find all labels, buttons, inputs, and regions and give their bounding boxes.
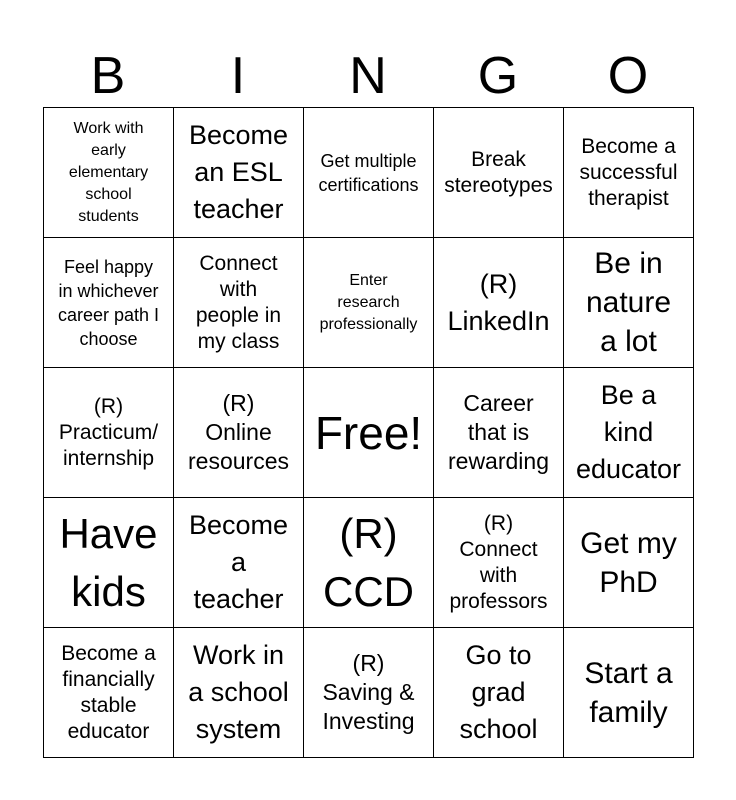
bingo-cell-b3[interactable] bbox=[44, 368, 174, 498]
header-letter-o: O bbox=[607, 47, 649, 105]
bingo-cell-n4[interactable] bbox=[304, 498, 434, 628]
cell-label: Become a financially stable educator bbox=[61, 641, 156, 743]
free-space: Free! bbox=[314, 406, 423, 459]
cell-label: Work with early elementary school students bbox=[68, 119, 149, 225]
bingo-cell-g3[interactable] bbox=[434, 368, 564, 498]
bingo-cell-i2[interactable] bbox=[174, 238, 304, 368]
bingo-header bbox=[43, 46, 693, 106]
bingo-cell-n1[interactable] bbox=[304, 108, 434, 238]
cell-label: Feel happy in whichever career path I choose bbox=[57, 256, 160, 349]
header-letter-i: I bbox=[230, 47, 246, 105]
bingo-cell-n3[interactable] bbox=[304, 368, 434, 498]
cell-label: Become a teacher bbox=[188, 510, 289, 614]
cell-label: Get multiple certifications bbox=[318, 150, 419, 195]
bingo-cell-o4[interactable] bbox=[564, 498, 694, 628]
bingo-cell-g4[interactable] bbox=[434, 498, 564, 628]
cell-label: Work in a school system bbox=[188, 640, 289, 744]
bingo-cell-o3[interactable] bbox=[564, 368, 694, 498]
cell-label: (R) Connect with professors bbox=[449, 511, 548, 613]
bingo-cell-i3[interactable] bbox=[174, 368, 304, 498]
cell-label: Become an ESL teacher bbox=[188, 120, 289, 224]
bingo-cell-i1[interactable] bbox=[174, 108, 304, 238]
cell-label: Be in nature a lot bbox=[585, 247, 672, 358]
cell-label: Get my PhD bbox=[580, 526, 677, 599]
bingo-cell-o2[interactable] bbox=[564, 238, 694, 368]
bingo-cell-b1[interactable] bbox=[44, 108, 174, 238]
bingo-cell-i5[interactable] bbox=[174, 628, 304, 758]
bingo-cell-i4[interactable] bbox=[174, 498, 304, 628]
cell-label: Start a family bbox=[584, 656, 673, 729]
cell-label: Have kids bbox=[59, 509, 158, 615]
bingo-cell-g5[interactable] bbox=[434, 628, 564, 758]
bingo-cell-g2[interactable] bbox=[434, 238, 564, 368]
bingo-cell-n2[interactable] bbox=[304, 238, 434, 368]
bingo-board bbox=[43, 107, 694, 758]
bingo-cell-b2[interactable] bbox=[44, 238, 174, 368]
cell-label: Connect with people in my class bbox=[195, 251, 282, 353]
cell-label: (R) Saving & Investing bbox=[322, 650, 415, 734]
cell-label: (R) Practicum/ internship bbox=[58, 394, 159, 470]
bingo-cell-b4[interactable] bbox=[44, 498, 174, 628]
bingo-cell-b5[interactable] bbox=[44, 628, 174, 758]
bingo-cell-o1[interactable] bbox=[564, 108, 694, 238]
cell-label: Become a successful therapist bbox=[579, 134, 678, 210]
cell-label: Be a kind educator bbox=[575, 380, 682, 484]
cell-label: (R) LinkedIn bbox=[447, 268, 550, 336]
bingo-cell-o5[interactable] bbox=[564, 628, 694, 758]
header-letter-n: N bbox=[349, 47, 387, 105]
header-letter-g: G bbox=[477, 47, 519, 105]
cell-label: (R) CCD bbox=[323, 509, 414, 615]
bingo-cell-g1[interactable] bbox=[434, 108, 564, 238]
cell-label: (R) Online resources bbox=[188, 390, 289, 474]
cell-label: Career that is rewarding bbox=[448, 390, 549, 474]
header-letter-b: B bbox=[90, 47, 126, 105]
cell-label: Break stereotypes bbox=[444, 147, 553, 197]
bingo-cell-n5[interactable] bbox=[304, 628, 434, 758]
cell-label: Go to grad school bbox=[459, 640, 538, 744]
cell-label: Enter research professionally bbox=[319, 271, 418, 333]
